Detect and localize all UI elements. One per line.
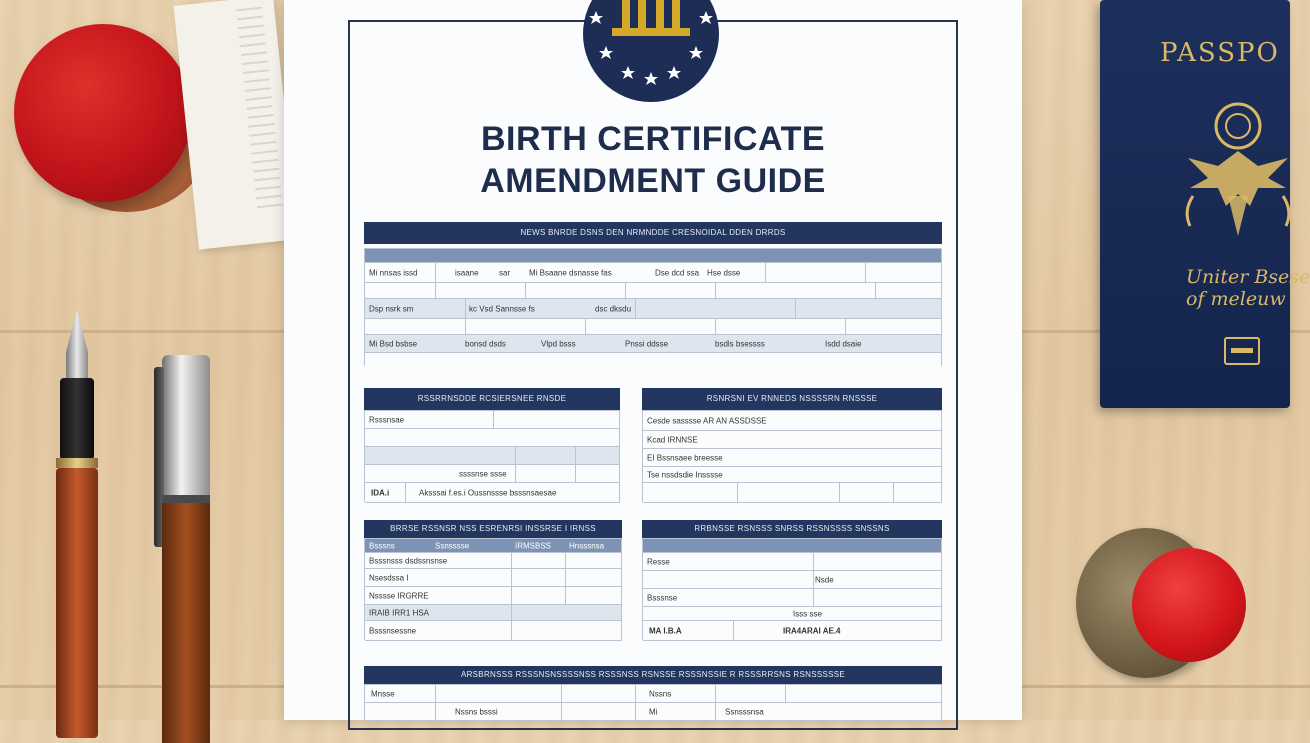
- document-title-line1: BIRTH CERTIFICATE: [480, 120, 826, 158]
- cell-text: Nssns: [649, 689, 672, 698]
- cell-text: Bsssnse: [647, 593, 678, 602]
- red-stamp-bottom: [1076, 528, 1256, 678]
- cell-text: sar: [499, 268, 511, 277]
- form-row: [365, 483, 620, 503]
- form-row: [643, 553, 942, 571]
- cell-text: Pnssi ddsse: [625, 339, 669, 348]
- pen-band: [162, 495, 210, 503]
- bottom-form-grid: [364, 684, 942, 720]
- cell-text: Mi Bsd bsbse: [369, 339, 418, 348]
- form-row: [365, 569, 622, 587]
- biometric-chip-icon: [1224, 337, 1260, 365]
- passport: [1100, 0, 1310, 408]
- pen-nib: [66, 310, 88, 380]
- eagle-emblem-icon: [1178, 96, 1298, 246]
- cell-text: Nsde: [815, 575, 834, 584]
- cell-text: Isss sse: [793, 609, 822, 618]
- cell-text: IDA.i: [371, 488, 390, 497]
- cell-text: Cesde sasssse AR AN ASSDSSE: [647, 416, 767, 425]
- cell-text: kc Vsd Sannsse fs: [469, 304, 535, 313]
- form-row: [365, 283, 942, 299]
- form-row: [365, 411, 620, 429]
- form-row: [643, 607, 942, 621]
- birth-certificate-document: [284, 0, 1022, 720]
- cell-text: Dse dcd ssa: [655, 268, 700, 277]
- section1-form-grid: [364, 248, 942, 366]
- cell-text: IRAIB IRR1 HSA: [369, 608, 430, 617]
- form-row: [643, 589, 942, 607]
- stamp-knob: [1132, 548, 1246, 662]
- form-row: [365, 621, 622, 641]
- fountain-pen: [52, 310, 102, 730]
- form-row: [643, 411, 942, 431]
- form-row: [643, 431, 942, 449]
- form-row: [643, 621, 942, 641]
- stamp-knob: [14, 24, 192, 202]
- cell-text: Nsssse IRGRRE: [369, 591, 429, 600]
- form-row: [365, 587, 622, 605]
- cell-text: bsdls bsessss: [715, 339, 765, 348]
- panel-d-grid: [642, 538, 942, 640]
- document-title-line2: AMENDMENT GUIDE: [480, 162, 826, 200]
- form-row: [365, 299, 942, 319]
- pen-barrel: [162, 503, 210, 743]
- cell-text: Bsssnsss dsdssnsnse: [369, 556, 448, 565]
- cell-text: Ssnsssse: [435, 541, 470, 550]
- form-row: [643, 483, 942, 503]
- cell-text: IRA4ARAI AE.4: [783, 626, 841, 635]
- form-row: [365, 553, 622, 569]
- panel-a-grid: [364, 410, 620, 502]
- form-row: [365, 249, 942, 263]
- cell-text: Resse: [647, 557, 670, 566]
- form-row: [365, 465, 620, 483]
- cell-text: dsc dksdu: [595, 304, 632, 313]
- cell-text: ssssnse ssse: [459, 469, 507, 478]
- panel-header: RRBNSSE RSNSSS SNRSS RSSNSSSS SNSSNS: [642, 520, 942, 538]
- form-row: [365, 447, 620, 465]
- cell-text: Nssns bsssi: [455, 707, 498, 716]
- form-row: [643, 467, 942, 483]
- cell-text: Isdd dsaie: [825, 339, 862, 348]
- cell-text: Mi: [649, 707, 658, 716]
- form-row: [365, 685, 942, 703]
- panel-c-grid: [364, 538, 622, 640]
- cell-text: Nsesdssa I: [369, 573, 409, 582]
- form-row: [365, 319, 942, 335]
- cell-text: Tse nssdsdie Insssse: [647, 470, 723, 479]
- cell-text: Hnsssnsa: [569, 541, 605, 550]
- pen-grip: [60, 378, 94, 460]
- form-row: [365, 429, 620, 447]
- cell-text: Mi nnsas issd: [369, 268, 418, 277]
- section-header: NEWS BNRDE DSNS DEN NRMNDDE CRESNOIDAL DDEN DRRDS: [364, 222, 942, 244]
- cell-text: Hse dsse: [707, 268, 741, 277]
- panel-b-grid: [642, 410, 942, 502]
- form-row: [365, 335, 942, 353]
- form-row: [365, 605, 622, 621]
- official-seal-icon: [566, 0, 736, 102]
- panel-header: BRRSE RSSNSR NSS ESRENRSI INSSRSE I IRNSS: [364, 520, 622, 538]
- cell-text: Vlpd bsss: [541, 339, 576, 348]
- cell-text: Mnsse: [371, 689, 395, 698]
- form-row: [365, 703, 942, 721]
- panel-header: RSSRRNSDDE RCSIERSNEE RNSDE: [364, 388, 620, 410]
- passport-subtitle-line2: of meleuw: [1186, 288, 1286, 310]
- cell-text: Ssnsssnsa: [725, 707, 764, 716]
- capped-pen: [152, 355, 216, 735]
- form-row: [643, 571, 942, 589]
- cell-text: Aksssai f.es.i Oussnssse bsssnsaesae: [419, 488, 557, 497]
- cell-text: Mi Bsaane dsnasse fas: [529, 268, 612, 277]
- form-row: [365, 263, 942, 283]
- cell-text: EI Bssnsaee breesse: [647, 453, 723, 462]
- cell-text: MA I.B.A: [649, 626, 682, 635]
- cell-text: Rsssnsae: [369, 415, 405, 424]
- cell-text: bonsd dsds: [465, 339, 506, 348]
- cell-text: Kcad IRNNSE: [647, 435, 698, 444]
- pen-ring: [56, 458, 98, 468]
- panel-header: RSNRSNI EV RNNEDS NSSSSRN RNSSSE: [642, 388, 942, 410]
- section-header: ARSBRNSSS RSSSNSNSSSSNSS RSSSNSS RSNSSE RSSSNSSIE R RSSSRRSNS RSNSSSSSE: [364, 666, 942, 684]
- form-row: [643, 539, 942, 553]
- passport-subtitle-line1: Uniter Bsese: [1186, 266, 1310, 288]
- cell-text: IRMSBSS: [515, 541, 552, 550]
- pen-barrel: [56, 468, 98, 738]
- cell-text: Bsssnsessne: [369, 626, 417, 635]
- cell-text: Bsssns: [369, 541, 395, 550]
- paper-text-lines: [236, 7, 283, 209]
- pen-cap: [162, 355, 210, 495]
- passport-title: PASSPO: [1160, 38, 1280, 68]
- cell-text: isaane: [455, 268, 479, 277]
- cell-text: Dsp nsrk sm: [369, 304, 414, 313]
- form-row: [643, 449, 942, 467]
- form-row: [365, 539, 622, 553]
